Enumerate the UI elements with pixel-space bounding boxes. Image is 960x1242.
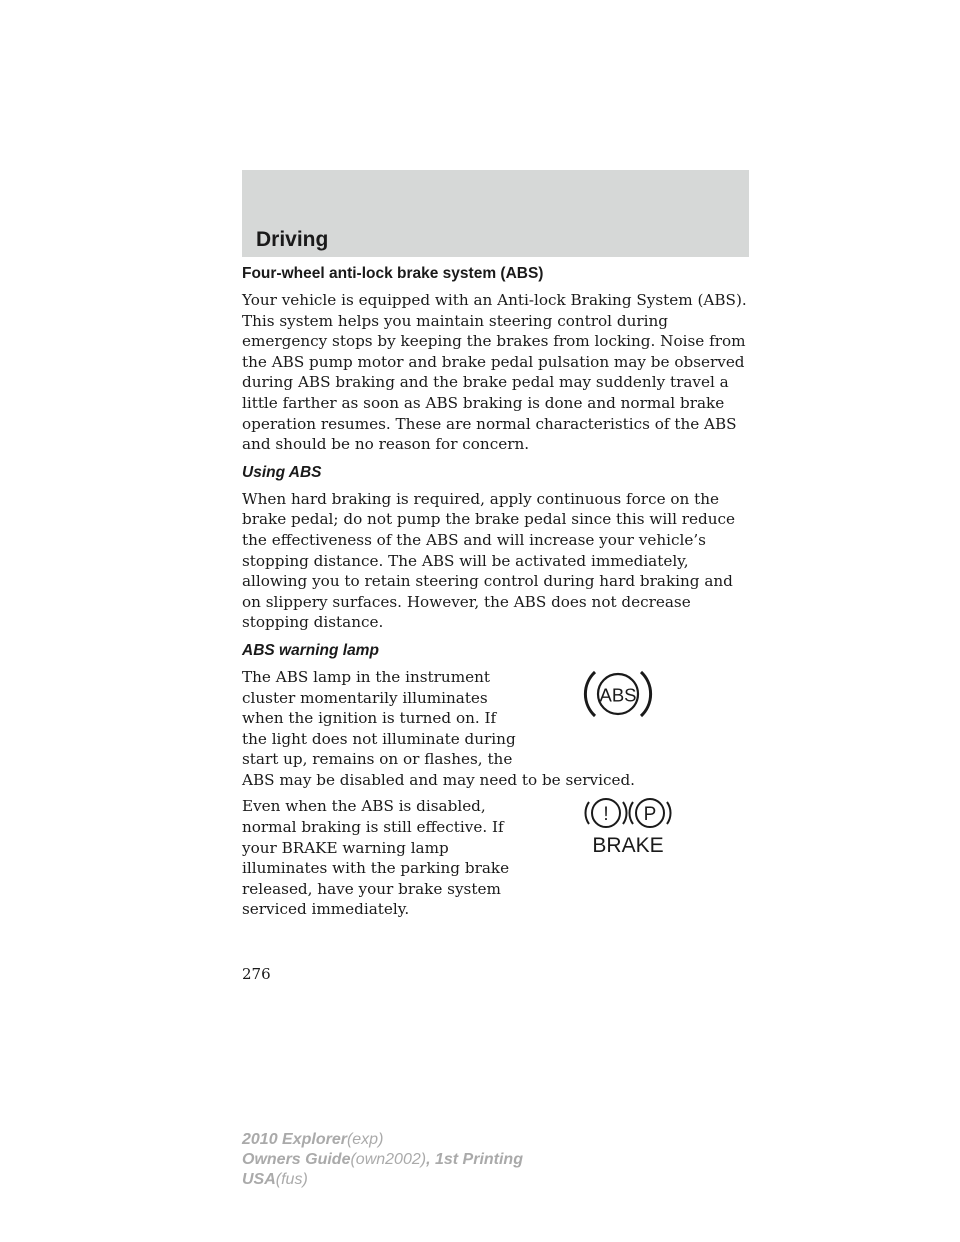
- abs-lamp-block: [242, 667, 754, 791]
- abs-lamp-line: The ABS lamp in the instrument: [242, 667, 490, 686]
- footer-line-market: [242, 1170, 523, 1190]
- footer-line-guide: [242, 1150, 523, 1170]
- brake-icon-p: P: [643, 804, 657, 826]
- footer-market-code: (fus): [275, 1171, 308, 1188]
- abs-warning-lamp-icon: [578, 664, 658, 724]
- footer-market: USA: [242, 1171, 276, 1188]
- brake-warning-lamp-icon: [580, 796, 676, 858]
- using-abs-heading: Using ABS: [242, 463, 322, 481]
- abs-lamp-paragraph: [242, 667, 754, 791]
- abs-lamp-line: start up, remains on or flashes, the: [242, 750, 513, 769]
- abs-icon-label: ABS: [599, 684, 637, 706]
- abs-system-paragraph: Your vehicle is equipped with an Anti-lock Braking System (ABS). This system helps you maintain steering control during emergency stops by keeping the brakes from locking. Noise from the ABS pump motor and brake pedal pulsation may be observed during ABS braking and the brake pedal may suddenly travel a little farther as soon as ABS braking is done and normal brake operation resumes. These are normal characteristics of the ABS and should be no reason for concern.: [242, 291, 747, 454]
- brake-lamp-line: Even when the ABS is disabled,: [242, 797, 486, 816]
- page-number: 276: [242, 965, 271, 983]
- section-title: Driving: [256, 228, 329, 251]
- brake-lamp-line: serviced immediately.: [242, 900, 410, 919]
- footer-line-model: [242, 1130, 523, 1150]
- brake-lamp-line: illuminates with the parking brake: [242, 859, 510, 878]
- footer-guide-code: (own2002): [350, 1151, 427, 1168]
- brake-icon-exclaim: !: [603, 804, 609, 826]
- brake-lamp-line: normal braking is still effective. If: [242, 818, 504, 837]
- abs-lamp-line: when the ignition is turned on. If: [242, 709, 497, 728]
- brake-lamp-line: released, have your brake system: [242, 879, 501, 898]
- brake-lamp-line: your BRAKE warning lamp: [242, 838, 449, 857]
- print-footer: [242, 1130, 523, 1190]
- abs-lamp-line: cluster momentarily illuminates: [242, 688, 488, 707]
- footer-model-code: (exp): [346, 1131, 384, 1148]
- using-abs-paragraph: When hard braking is required, apply continuous force on the brake pedal; do not pump the brake pedal since this will reduce the effectiveness of the ABS and will increase your vehicle’s stopping distance. The ABS will be activated immediately, allowing you to retain steering control during hard braking and on slippery surfaces. However, the ABS does not decrease stopping distance.: [242, 489, 736, 632]
- abs-lamp-line: ABS may be disabled and may need to be serviced.: [242, 770, 635, 789]
- abs-lamp-line: the light does not illuminate during: [242, 729, 516, 748]
- page-content: [242, 264, 754, 926]
- brake-icon-label: BRAKE: [592, 834, 664, 858]
- brake-lamp-block: [242, 796, 754, 920]
- section-header-band: [242, 170, 749, 257]
- footer-model: 2010 Explorer: [242, 1131, 347, 1148]
- abs-warning-lamp-heading: ABS warning lamp: [242, 641, 379, 659]
- footer-printing: , 1st Printing: [426, 1151, 523, 1168]
- brake-lamp-paragraph: [242, 796, 754, 920]
- footer-guide: Owners Guide: [242, 1151, 351, 1168]
- abs-system-heading: Four-wheel anti-lock brake system (ABS): [242, 265, 544, 282]
